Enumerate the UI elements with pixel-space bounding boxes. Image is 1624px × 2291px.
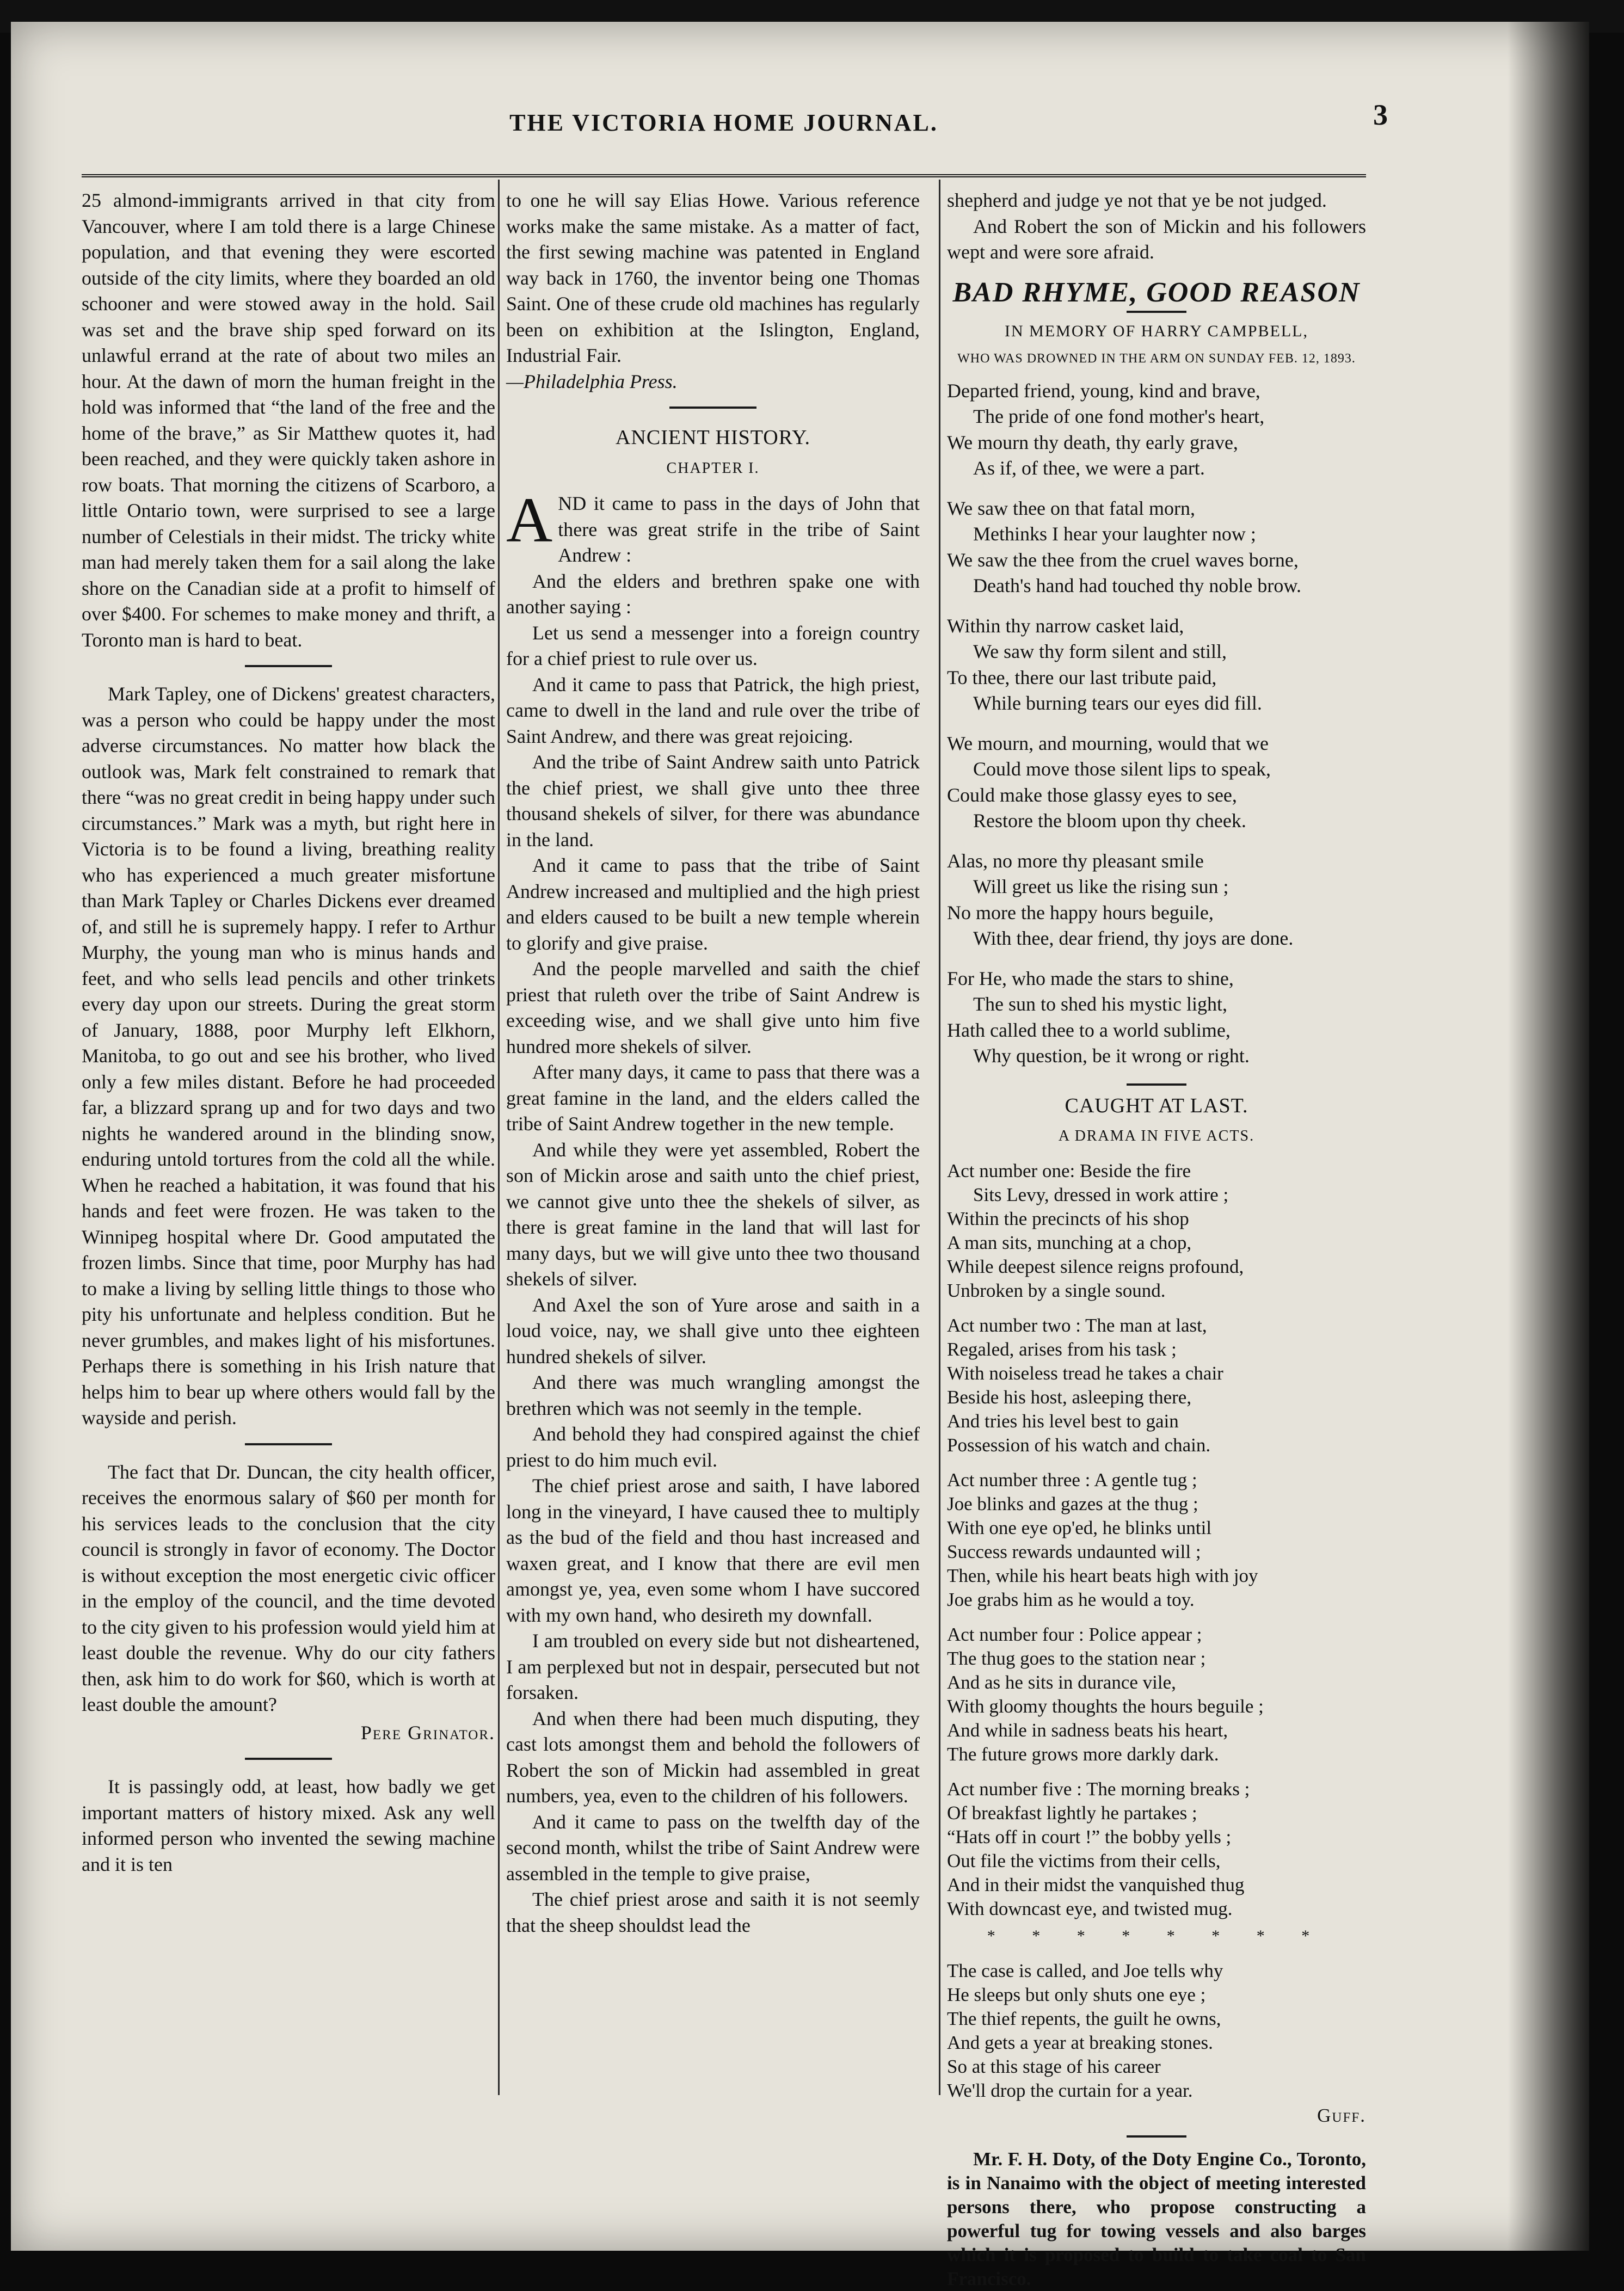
list-item: I am troubled on every side but not disheartened, I am perplexed but not in despair, persecuted but not forsaken. — [506, 1630, 920, 1703]
poem-line: To thee, there our last tribute paid, — [947, 666, 1217, 688]
poem-line: Could move those silent lips to speak, — [973, 758, 1271, 780]
section-separator — [245, 665, 332, 667]
poem-line: And as he sits in durance vile, — [947, 1671, 1176, 1693]
poem-line: With gloomy thoughts the hours beguile ; — [947, 1695, 1264, 1717]
article-body — [506, 484, 920, 1938]
list-item: And the people marvelled and saith the chief priest that ruleth over the tribe of Saint Andrew is exceeding wise, and we shall give unto him five hundred more shekels of silver. — [506, 958, 920, 1057]
signature: Guff. — [1317, 2104, 1366, 2126]
asterism: * * * * * * * * — [987, 1926, 1326, 1945]
article-title: ANCIENT HISTORY. — [615, 426, 811, 449]
poem-line: Unbroken by a single sound. — [947, 1279, 1166, 1301]
chapter-heading: CHAPTER I. — [666, 459, 760, 477]
list-item: And there was much wrangling amongst the brethren which was not seemly in the temple. — [506, 1371, 920, 1419]
stanza — [947, 378, 1366, 482]
section-separator — [1127, 2135, 1186, 2138]
poem-line: Within thy narrow casket laid, — [947, 614, 1184, 637]
stanza — [947, 496, 1366, 599]
news-item: Mr. F. H. Doty, of the Doty Engine Co., Toronto, is in Nanaimo with the object of meeting interested persons there, who propose constructing a powerful tug for towing vessels and also barges which it is proposed to build to take coal to San Francisco. — [947, 2148, 1366, 2289]
poem-line: The future grows more darkly dark. — [947, 1743, 1219, 1765]
article-paragraph: And Robert the son of Mickin and his followers wept and were sore afraid. — [947, 215, 1366, 263]
poem-line: The sun to shed his mystic light, — [973, 993, 1227, 1015]
stanza — [947, 731, 1366, 834]
column-rule-2 — [939, 180, 940, 2095]
poem-line: Departed friend, young, kind and brave, — [947, 379, 1260, 402]
stanza — [947, 966, 1366, 1069]
first-paragraph-text: ND it came to pass in the days of John that there was great strife in the tribe of Saint Andrew : — [558, 492, 920, 566]
section-separator — [1127, 1083, 1186, 1086]
poem-line: Beside his host, asleeping there, — [947, 1386, 1192, 1408]
source-credit: —Philadelphia Press. — [506, 370, 678, 392]
poem-line: No more the happy hours beguile, — [947, 901, 1214, 923]
list-item: And it came to pass that the tribe of Saint Andrew increased and multiplied and the high priest and elders caused to be built a new temple wherein to glorify and give praise. — [506, 854, 920, 954]
column-3 — [947, 188, 1366, 2291]
stanza — [947, 1159, 1366, 1303]
poem-subheading: WHO WAS DROWNED IN THE ARM ON SUNDAY FEB. 12, 1893. — [957, 351, 1356, 366]
list-item: And the elders and brethren spake one with another saying : — [506, 570, 920, 618]
poem-line: Joe blinks and gazes at the thug ; — [947, 1493, 1198, 1514]
newspaper-page — [11, 22, 1589, 2289]
poem-line: Hath called thee to a world sublime, — [947, 1019, 1231, 1041]
poem-line: Then, while his heart beats high with joy — [947, 1565, 1258, 1586]
stanza — [947, 613, 1366, 717]
poem-line: Act number three : A gentle tug ; — [947, 1469, 1197, 1491]
signature: Pere Grinator. — [360, 1721, 495, 1744]
article-paragraph: 25 almond-immigrants arrived in that city from Vancouver, where I am told there is a large Chinese population, and that evening they were escorted outside of the city limits, where they boarded an old schooner and were stowed away in the hold. Sail was set and the brave ship sped forward on its unlawful errand at the rate of about two miles an hour. At the dawn of morn the human freight in the hold was informed that “the land of the free and the home of the brave,” as Sir Matthew quotes it, had been reached, and they were quickly taken ashore in row boats. That morning the citizens of Scarboro, a little Ontario town, were surprised to see a large number of Celestials in their midst. The tricky white man had merely taken them for a sail along the lake shore on the Canadian side at a profit to himself of over $400. For schemes to make money and thrift, a Toronto man is hard to beat. — [82, 189, 495, 651]
poem-line: Act number five : The morning breaks ; — [947, 1778, 1250, 1800]
first-paragraph — [506, 484, 920, 569]
article-paragraph: It is passingly odd, at least, how badly we get important matters of history mixed. Ask any well informed person who invented the sewing machine and it is ten — [82, 1776, 495, 1875]
poem-line: While burning tears our eyes did fill. — [973, 692, 1262, 714]
column-rule-1 — [498, 180, 500, 2095]
section-separator — [669, 407, 756, 409]
poem-line: Of breakfast lightly he partakes ; — [947, 1802, 1197, 1824]
poem-line: And gets a year at breaking stones. — [947, 2031, 1213, 2053]
poem-body — [947, 1159, 1366, 2128]
page-edge-shadow — [1508, 22, 1589, 2251]
list-item: And it came to pass on the twelfth day of the second month, whilst the tribe of Saint Andrew were assembled in the temple to give praise, — [506, 1810, 920, 1884]
masthead: THE VICTORIA HOME JOURNAL. — [509, 109, 938, 136]
poem-title: CAUGHT AT LAST. — [1065, 1094, 1248, 1117]
poem-line: He sleeps but only shuts one eye ; — [947, 1984, 1206, 2005]
poem-line: “Hats off in court !” the bobby yells ; — [947, 1826, 1232, 1847]
stanza — [947, 848, 1366, 952]
stanza — [947, 1959, 1366, 2103]
article-paragraph: Mark Tapley, one of Dickens' greatest characters, was a person who could be happy under the most adverse circumstances. No matter how black the outlook was, Mark felt constrained to remark that there “was no great credit in being happy under such circumstances.” Mark was a myth, but right here in Victoria is to be found a living, breathing reality who has experienced a much greater misfortune than Mark Tapley or Charles Dickens ever dreamed of, and still he is supremely happy. I refer to Arthur Murphy, the young man who is minus hands and feet, and who sells lead pencils and other trinkets every day upon our streets. During the great storm of January, 1888, poor Murphy left Elkhorn, Manitoba, to go out and see his brother, who lived only a few miles distant. Before he had proceeded far, a blizzard sprang up and for two days and two nights he wandered around in the blinding snow, enduring untold tortures from the cold all the while. When he reached a habitation, it was found that his hands and feet were frozen. He was taken to the Winnipeg hospital where Dr. Good amputated the frozen limbs. Since that time, poor Murphy has had to make a living by selling little things to those who pity his unfortunate and helpless condition. But he never grumbles, and makes light of his misfortunes. Perhaps there is something in his Irish nature that helps him to bear up where others would fall by the wayside and perish. — [82, 683, 495, 1428]
poem-line: We saw the thee from the cruel waves borne, — [947, 549, 1299, 571]
article-paragraph: The fact that Dr. Duncan, the city health officer, receives the enormous salary of $60 per month for his services leads to the conclusion that the city council is strongly in favor of economy. The Doctor is without exception the most energetic civic officer in the employ of the council, and the time devoted to the city given to his profession would yield him at least double the revenue. Why do our city fathers then, ask him to do work for $60, which is worth at least double the amount? — [82, 1461, 495, 1715]
poem-line: And while in sadness beats his heart, — [947, 1719, 1228, 1741]
page-number: 3 — [1373, 98, 1388, 131]
stanza — [947, 1314, 1366, 1457]
list-item: And it came to pass that Patrick, the high priest, came to dwell in the land and rule over the tribe of Saint Andrew, and there was great rejoicing. — [506, 673, 920, 747]
poem-line: Could make those glassy eyes to see, — [947, 784, 1237, 806]
page-header — [82, 87, 1388, 152]
poem-line: We mourn thy death, thy early grave, — [947, 431, 1238, 453]
stanza — [947, 1623, 1366, 1766]
poem-line: We'll drop the curtain for a year. — [947, 2079, 1193, 2101]
poem-line: Act number two : The man at last, — [947, 1314, 1207, 1336]
poem-line: Joe grabs him as he would a toy. — [947, 1588, 1195, 1610]
poem-subheading: A DRAMA IN FIVE ACTS. — [1058, 1128, 1255, 1144]
poem-line: The thug goes to the station near ; — [947, 1647, 1206, 1669]
poem-line: Why question, be it wrong or right. — [973, 1045, 1250, 1067]
poem-line: So at this stage of his career — [947, 2055, 1161, 2077]
poem-line: Methinks I hear your laughter now ; — [973, 523, 1256, 545]
poem-line: We saw thee on that fatal morn, — [947, 497, 1195, 519]
list-item: The chief priest arose and saith it is not seemly that the sheep shouldst lead the — [506, 1888, 920, 1936]
stanza — [947, 1777, 1366, 1921]
list-item: And while they were yet assembled, Robert the son of Mickin arose and saith unto the chief priest, we cannot give unto thee the shekels of silver, as there is great famine in the land that will last for many days, but we will give unto thee two thousand shekels of silver. — [506, 1138, 920, 1290]
poem-title: BAD RHYME, GOOD REASON — [952, 276, 1361, 308]
list-item: And when there had been much disputing, they cast lots amongst them and behold the followers of Robert the son of Mickin had assembled in great numbers, yea, even to the children of his followers. — [506, 1707, 920, 1807]
poem-line: With noiseless tread he takes a chair — [947, 1362, 1223, 1384]
poem-line: We saw thy form silent and still, — [973, 641, 1227, 662]
column-1 — [82, 188, 495, 1877]
column-2 — [506, 188, 920, 1938]
poem-line: Regaled, arises from his task ; — [947, 1338, 1177, 1360]
list-item: The chief priest arose and saith, I have labored long in the vineyard, I have caused thee to multiply as the bud of the field and thou hast increased and waxen great, and I know that there are evil men amongst ye, yea, even some whom I have succored with my own hand, who desireth my downfall. — [506, 1475, 920, 1626]
poem-line: Possession of his watch and chain. — [947, 1434, 1211, 1456]
poem-line: A man sits, munching at a chop, — [947, 1231, 1192, 1253]
poem-line: Restore the bloom upon thy cheek. — [973, 810, 1246, 832]
poem-line: As if, of thee, we were a part. — [973, 457, 1205, 479]
article-paragraph: to one he will say Elias Howe. Various reference works make the same mistake. As a matter of fact, the first sewing machine was patented in England way back in 1760, the inventor being one Thomas Saint. One of these crude old machines has regularly been on exhibition at the Islington, England, Industrial Fair. — [506, 189, 920, 366]
poem-line: With one eye op'ed, he blinks until — [947, 1517, 1212, 1538]
header-rule — [82, 174, 1366, 177]
poem-line: Within the precincts of his shop — [947, 1208, 1189, 1229]
poem-dedication: IN MEMORY OF HARRY CAMPBELL, — [1004, 322, 1309, 340]
poem-line: Out file the victims from their cells, — [947, 1850, 1221, 1871]
poem-line: We mourn, and mourning, would that we — [947, 732, 1269, 754]
poem-line: With thee, dear friend, thy joys are done. — [973, 927, 1294, 949]
poem-line: And tries his level best to gain — [947, 1410, 1179, 1432]
poem-line: Success rewards undaunted will ; — [947, 1541, 1201, 1562]
poem-line: Death's hand had touched thy noble brow. — [973, 575, 1301, 596]
poem-line: The case is called, and Joe tells why — [947, 1960, 1223, 1981]
poem-line: And in their midst the vanquished thug — [947, 1874, 1245, 1895]
drop-cap: A — [506, 484, 553, 556]
poem-line: Will greet us like the rising sun ; — [973, 876, 1229, 897]
list-item: After many days, it came to pass that there was a great famine in the land, and the elders called the tribe of Saint Andrew together in the new temple. — [506, 1061, 920, 1135]
poem-line: Sits Levy, dressed in work attire ; — [973, 1184, 1229, 1205]
section-separator — [1127, 311, 1186, 313]
poem-body — [947, 378, 1366, 1069]
poem-line: Alas, no more thy pleasant smile — [947, 849, 1204, 872]
section-separator — [245, 1443, 332, 1445]
section-separator — [245, 1758, 332, 1760]
list-item: And Axel the son of Yure arose and saith in a loud voice, nay, we shall give unto thee eighteen hundred shekels of silver. — [506, 1294, 920, 1368]
stanza — [947, 1468, 1366, 1612]
poem-line: While deepest silence reigns profound, — [947, 1255, 1244, 1277]
list-item: And behold they had conspired against the chief priest to do him much evil. — [506, 1423, 920, 1471]
list-item: Let us send a messenger into a foreign country for a chief priest to rule over us. — [506, 621, 920, 669]
article-paragraph: shepherd and judge ye not that ye be not judged. — [947, 189, 1327, 211]
poem-line: Act number four : Police appear ; — [947, 1623, 1202, 1645]
list-item: And the tribe of Saint Andrew saith unto Patrick the chief priest, we shall give unto thee three thousand shekels of silver, for there was abundance in the land. — [506, 751, 920, 851]
poem-line: For He, who made the stars to shine, — [947, 967, 1234, 989]
poem-line: Act number one: Beside the fire — [947, 1160, 1191, 1181]
poem-line: The thief repents, the guilt he owns, — [947, 2007, 1221, 2029]
poem-line: The pride of one fond mother's heart, — [973, 405, 1265, 427]
poem-line: With downcast eye, and twisted mug. — [947, 1898, 1233, 1919]
